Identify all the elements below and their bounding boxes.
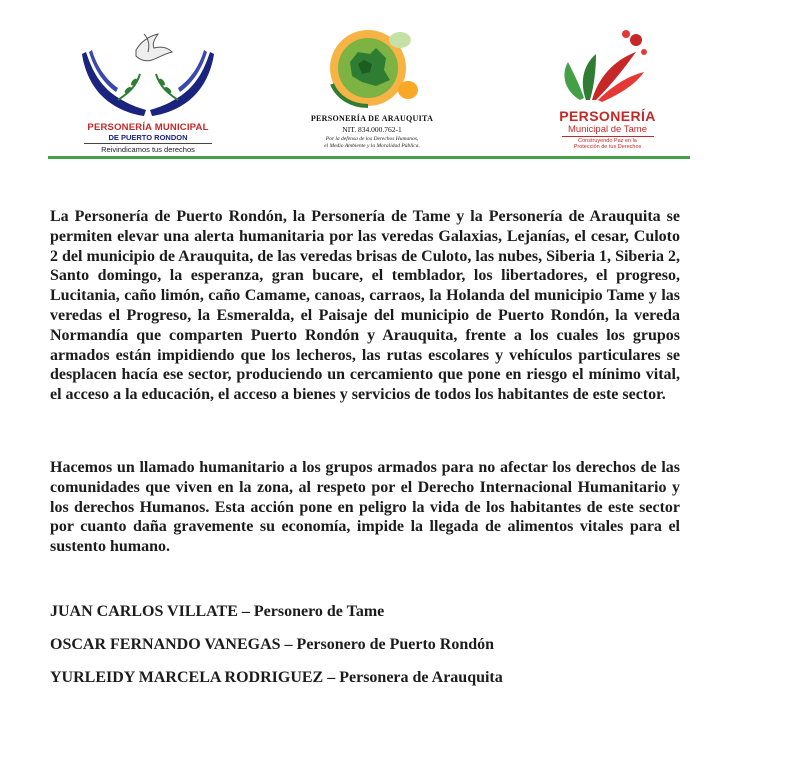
left-logo-tagline: Reivindicamos tus derechos bbox=[101, 145, 195, 154]
arauquita-logo bbox=[292, 24, 452, 154]
signature-line-puerto-rondon: OSCAR FERNANDO VANEGAS – Personero de Puerto Rondón bbox=[50, 636, 495, 653]
alert-paragraph: La Personería de Puerto Rondón, la Personería de Tame y la Personería de Arauquita se permiten elevar una alerta humanitaria por las veredas Galaxias, Lejanías, el cesar, Culoto 2 del municipio de Arauquita, de las veredas brisas de Culoto, las nubes, Siberia 1, Siberia 2, Santo domingo, la esperanza, gran bucare, el temblador, los libertadores, el progreso, Lucitania, caño limón, caño Camame, canoas, carraos, la Holanda del municipio Tame y las veredas el Progreso, la Esmeralda, el Paisaje del municipio de Puerto Rondón, la vereda Normandía que comparten Puerto Rondón y Arauquita, frente a los cuales los grupos armados están impidiendo que los lecheros, las rutas escolares y vehículos particulares se desplacen hacía ese sector, produciendo un cercamiento que pone en riesgo el mínimo vital, el acceso a la educación, el acceso a bienes y servicios de todos los habitantes de este sector. bbox=[50, 208, 680, 404]
arauquita-emblem-icon bbox=[292, 24, 452, 112]
right-logo-title: PERSONERÍA bbox=[559, 108, 656, 124]
appeal-paragraph: Hacemos un llamado humanitario a los grupos armados para no afectar los derechos de las comunidades que viven en la zona, al respeto por el Derecho Internacional Humanitario y los derechos Humanos. Esta acción pone en peligro la vida de los habitantes de este sector por cuanto daña gravemente su economía, impide la llegada de alimentos vitales para el sustento humano. bbox=[50, 459, 680, 556]
signature-line-arauquita: YURLEIDY MARCELA RODRIGUEZ – Personera de Arauquita bbox=[50, 669, 503, 686]
header-divider bbox=[48, 156, 690, 159]
left-logo-divider bbox=[84, 143, 212, 144]
middle-logo-tagline-2: el Medio Ambiente y la Moralidad Pública. bbox=[324, 143, 420, 149]
tame-leaf-emblem-icon bbox=[540, 26, 675, 106]
middle-logo-title: PERSONERÍA DE ARAUQUITA bbox=[310, 114, 434, 123]
middle-logo-nit: NIT. 834.000.762-1 bbox=[342, 125, 402, 134]
right-logo-tagline-2: Protección de tus Derechos bbox=[573, 144, 642, 150]
right-logo-divider bbox=[562, 136, 654, 137]
tame-logo bbox=[540, 26, 675, 154]
right-logo-subtitle: Municipal de Tame bbox=[567, 124, 648, 135]
left-logo-title: PERSONERÍA MUNICIPAL bbox=[87, 122, 209, 133]
left-logo-subtitle: DE PUERTO RONDON bbox=[108, 133, 188, 142]
signature-line-tame: JUAN CARLOS VILLATE – Personero de Tame bbox=[50, 603, 385, 620]
puerto-rondon-logo bbox=[78, 30, 218, 158]
right-logo-tagline-1: Construyendo Paz en la bbox=[578, 138, 637, 144]
hands-dove-emblem-icon bbox=[78, 30, 218, 122]
middle-logo-tagline-1: Por la defensa de los Derechos Humanos, bbox=[325, 136, 419, 142]
